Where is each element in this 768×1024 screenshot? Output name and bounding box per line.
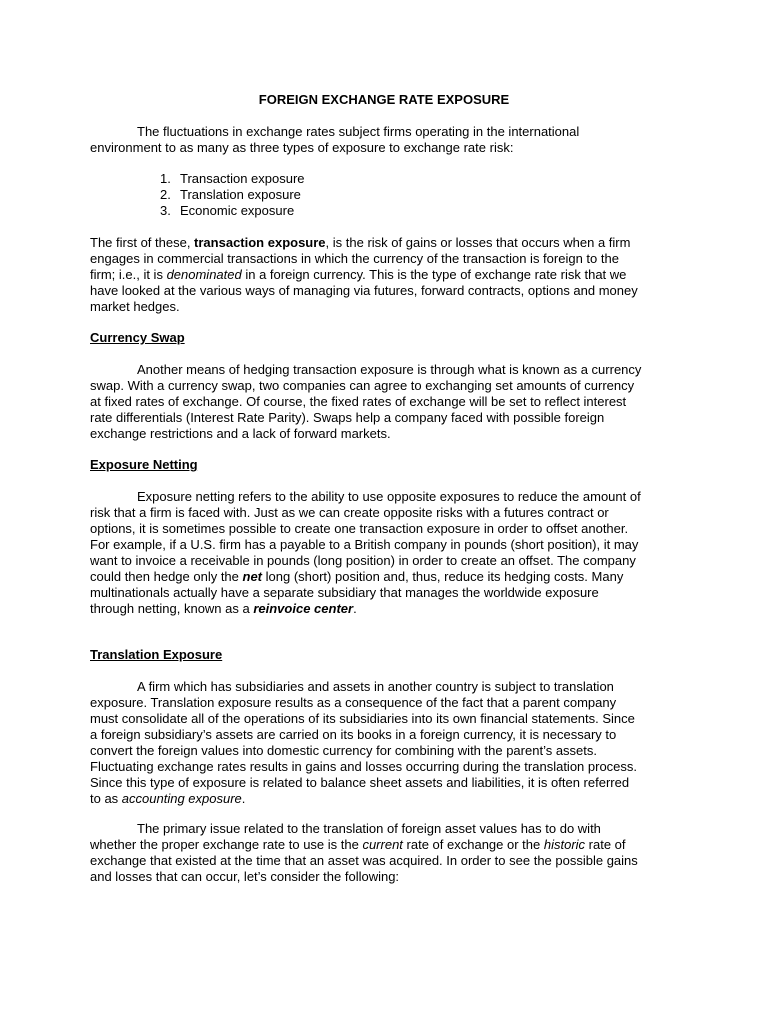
bold-italic-term: reinvoice center	[253, 601, 354, 616]
text-line: and losses that can occur, let’s consider the following:	[90, 869, 400, 884]
text-line: Another means of hedging transaction exposure is through what is known as a currency	[137, 362, 642, 377]
netting-paragraph	[90, 489, 680, 617]
text-run: long (short) position and, thus, reduce its hedging costs. Many	[262, 569, 624, 584]
list-item	[160, 187, 305, 203]
list-number: 2.	[160, 187, 171, 202]
text-line: multinationals actually have a separate subsidiary that manages the worldwide exposure	[90, 585, 599, 600]
bold-term: transaction exposure	[194, 235, 326, 250]
text-run: , is the risk of gains or losses that occurs when a firm	[325, 235, 631, 250]
transaction-paragraph	[90, 235, 680, 315]
text-line	[90, 569, 680, 585]
text-line: exposure. Translation exposure results as a consequence of the fact that a parent company	[90, 695, 617, 710]
swap-paragraph	[90, 362, 680, 442]
text-line: risk that a firm is faced with. Just as we can create opposite risks with a futures contract or	[90, 505, 609, 520]
heading-translation-exposure: Translation Exposure	[90, 647, 223, 662]
text-line: exchange restrictions and a lack of forward markets.	[90, 426, 391, 441]
translation-paragraph	[90, 679, 680, 807]
text-run: .	[241, 791, 246, 806]
text-line	[90, 267, 680, 283]
text-line: For example, if a U.S. firm has a payable to a British company in pounds (short position), it may	[90, 537, 639, 552]
heading-exposure-netting: Exposure Netting	[90, 457, 198, 472]
text-run: in a foreign currency. This is the type of exchange rate risk that we	[241, 267, 627, 282]
italic-term: current	[362, 837, 403, 852]
text-line: engages in commercial transactions in which the currency of the transaction is foreign to the	[90, 251, 619, 266]
text-run: The first of these,	[90, 235, 195, 250]
text-line	[90, 837, 680, 853]
text-line: Since this type of exposure is related to balance sheet assets and liabilities, it is often referred	[90, 775, 630, 790]
exposure-types-list	[160, 171, 305, 219]
text-run: .	[353, 601, 357, 616]
text-line: swap. With a currency swap, two companies can agree to exchanging set amounts of currency	[90, 378, 635, 393]
text-line: A firm which has subsidiaries and assets in another country is subject to translation	[137, 679, 614, 694]
text-line: The fluctuations in exchange rates subject firms operating in the international	[137, 124, 580, 139]
list-number: 3.	[160, 203, 171, 218]
text-run: firm; i.e., it is	[90, 267, 167, 282]
text-run: whether the proper exchange rate to use is the	[90, 837, 363, 852]
text-line: exchange that existed at the time that an asset was acquired. In order to see the possible gains	[90, 853, 638, 868]
list-item	[160, 171, 305, 187]
text-line	[90, 791, 680, 807]
bold-italic-term: net	[242, 569, 263, 584]
text-line: The primary issue related to the translation of foreign asset values has to do with	[137, 821, 601, 836]
text-line: want to invoice a receivable in pounds (long position) in order to create an offset. The company	[90, 553, 636, 568]
text-run: rate of	[585, 837, 626, 852]
text-line: must consolidate all of the operations of its subsidiaries into its own financial statements. Since	[90, 711, 635, 726]
text-run: could then hedge only the	[90, 569, 243, 584]
text-line: a foreign subsidiary’s assets are carried on its books in a foreign currency, it is necessary to	[90, 727, 617, 742]
italic-term: denominated	[166, 267, 242, 282]
italic-term: historic	[543, 837, 586, 852]
text-line	[90, 601, 680, 617]
heading-currency-swap: Currency Swap	[90, 330, 185, 345]
list-text: Economic exposure	[180, 203, 295, 218]
list-number: 1.	[160, 171, 171, 186]
text-line	[90, 235, 680, 251]
text-run: to as	[90, 791, 122, 806]
text-line: rate differentials (Interest Rate Parity). Swaps help a company faced with possible foreign	[90, 410, 605, 425]
text-line: Exposure netting refers to the ability to use opposite exposures to reduce the amount of	[137, 489, 641, 504]
text-line: environment to as many as three types of exposure to exchange rate risk:	[90, 140, 514, 155]
text-run: rate of exchange or the	[402, 837, 544, 852]
list-text: Transaction exposure	[180, 171, 305, 186]
intro-paragraph	[90, 124, 680, 156]
list-item	[160, 203, 305, 219]
document-title: FOREIGN EXCHANGE RATE EXPOSURE	[258, 92, 510, 107]
list-text: Translation exposure	[180, 187, 301, 202]
italic-term: accounting exposure	[121, 791, 242, 806]
text-line: market hedges.	[90, 299, 180, 314]
text-line: options, it is sometimes possible to create one transaction exposure in order to offset another.	[90, 521, 629, 536]
text-line: convert the foreign values into domestic currency for combining with the parent’s assets.	[90, 743, 598, 758]
text-line: at fixed rates of exchange. Of course, the fixed rates of exchange will be set to reflect interest	[90, 394, 627, 409]
text-line: have looked at the various ways of managing via futures, forward contracts, options and money	[90, 283, 638, 298]
primary-issue-paragraph	[90, 821, 680, 885]
text-line: Fluctuating exchange rates results in gains and losses occurring during the translation process.	[90, 759, 638, 774]
text-run: through netting, known as a	[90, 601, 254, 616]
